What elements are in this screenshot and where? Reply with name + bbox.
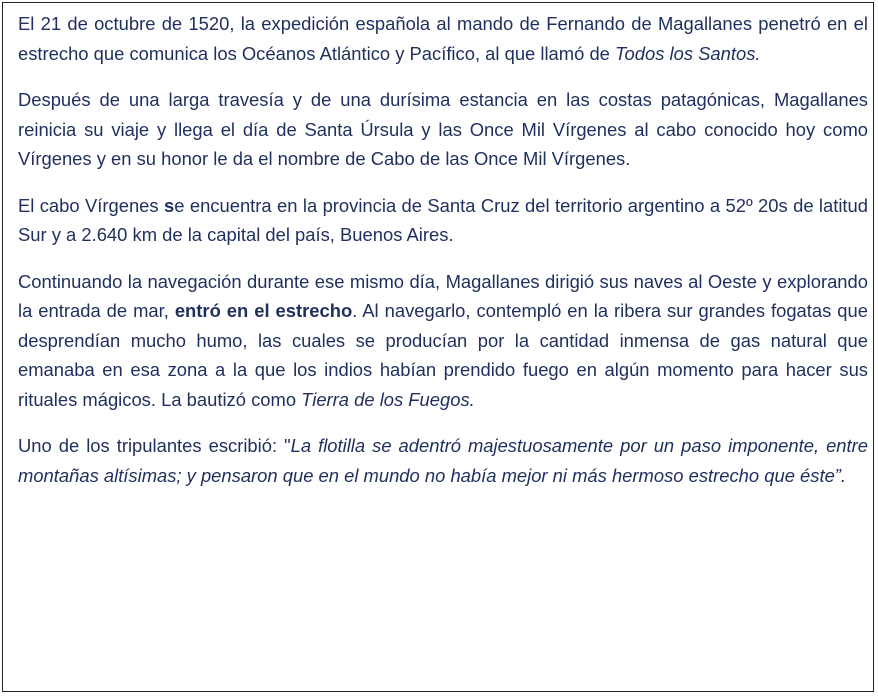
paragraph-3-text-b: e encuentra en la provincia de Santa Cruz del territorio argentino a 52º 20s de latitud Sur y a 2.640 km de la capital del país, Buenos Aires. bbox=[18, 194, 869, 245]
paragraph-3-text-a: El cabo Vírgenes bbox=[18, 194, 164, 216]
paragraph-4-text-a: Continuando la navegación durante ese mismo día, Magallanes dirigió sus naves al Oeste y explorando la entrada de mar, bbox=[18, 270, 868, 321]
paragraph-4 bbox=[18, 267, 868, 415]
paragraph-4-text-b: . Al navegarlo, contempló en la ribera sur grandes fogatas que desprendían mucho humo, las cuales se producían por la cantidad inmensa de gas natural que emanaba en esa zona a la que los indios habían prendido fuego en algún momento para hacer sus rituales mágicos. La bautizó como bbox=[18, 300, 868, 410]
paragraph-5 bbox=[18, 431, 868, 490]
paragraph-1-text: El 21 de octubre de 1520, la expedición española al mando de Fernando de Magallanes penetró en el estrecho que comunica los Océanos Atlántico y Pacífico, al que llamó de bbox=[18, 13, 868, 64]
paragraph-3 bbox=[18, 191, 868, 250]
paragraph-1 bbox=[18, 9, 868, 68]
document-text bbox=[18, 9, 868, 490]
paragraph-5-text: Uno de los tripulantes escribió: " bbox=[18, 435, 291, 456]
paragraph-2 bbox=[18, 85, 868, 174]
document-frame bbox=[2, 2, 874, 692]
paragraph-1-italic: Todos los Santos. bbox=[615, 42, 761, 64]
paragraph-4-bold: entró en el estrecho bbox=[174, 300, 353, 321]
paragraph-5-italic: La flotilla se adentró majestuosamente por un paso imponente, entre montañas altísimas; y pensaron que en el mundo no había mejor ni más hermoso estrecho que éste”. bbox=[18, 435, 868, 486]
paragraph-4-italic: Tierra de los Fuegos. bbox=[301, 388, 475, 410]
paragraph-3-bold: s bbox=[164, 194, 175, 216]
paragraph-2-text: Después de una larga travesía y de una durísima estancia en las costas patagónicas, Magallanes reinicia su viaje y llega el día de Santa Úrsula y las Once Mil Vírgenes al cabo conocido hoy como Vírgenes y en su honor le da el nombre de Cabo de las Once Mil Vírgenes. bbox=[18, 89, 868, 169]
